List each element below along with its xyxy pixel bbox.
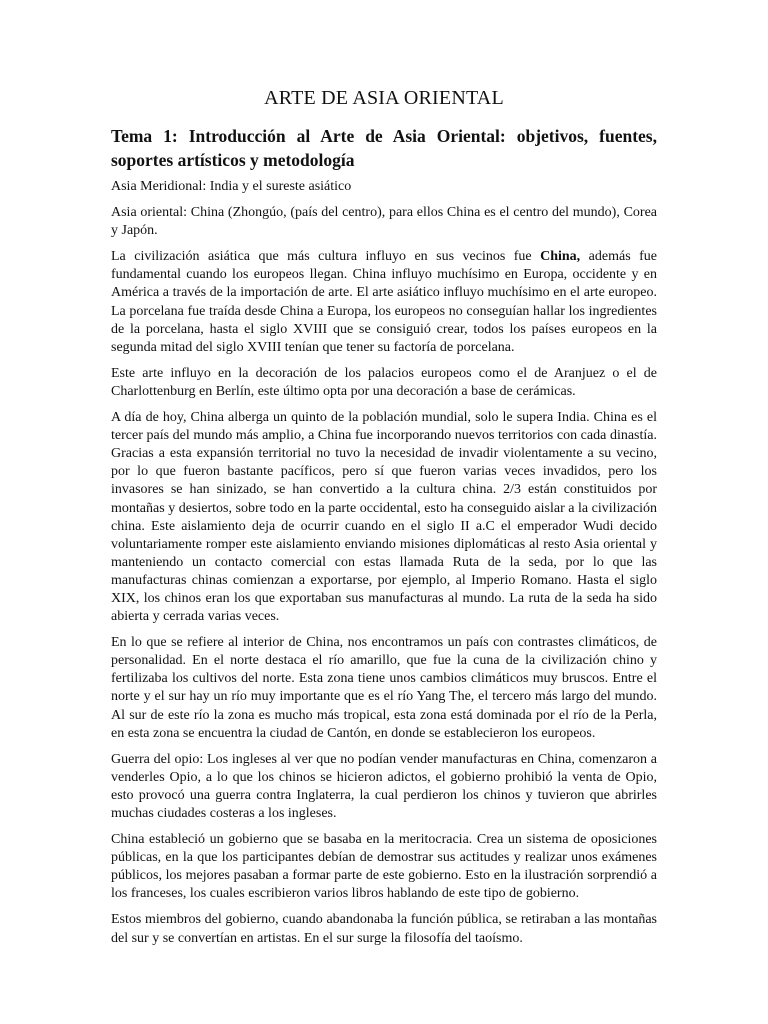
document-title: ARTE DE ASIA ORIENTAL [264,87,504,109]
paragraph-civilizacion-china [111,248,657,357]
paragraph-meritocracia: China estableció un gobierno que se basaba en la meritocracia. Crea un sistema de oposiciones públicas, en la que los participantes debían de demostrar sus actitudes y realizar unos exámenes públicos, los mejores pasaban a formar parte de este gobierno. Esto en la ilustración sorprendió a los franceses, los cuales escribieron varios libros hablando de este tipo de gobierno. [111,832,657,902]
paragraph-palacios-europeos: Este arte influyo en la decoración de los palacios europeos como el de Aranjuez o el de Charlottenburg en Berlín, este último opta por una decoración a base de cerámicas. [111,365,657,399]
paragraph-poblacion-china: A día de hoy, China alberga un quinto de la población mundial, solo le supera India. China es el tercer país del mundo más amplio, a China fue incorporando nuevos territorios con cada dinastía. Gracias a esta expansión territorial no tuvo la necesidad de invadir violentamente a su vecino, por lo que fueron bastante pacíficos, pero sí que fueron varias veces invadidos, pero los invasores se han sinizado, se han convertido a la cultura china. 2/3 están constituidos por montañas y desiertos, sobre todo en la parte occidental, esto ha conseguido aislar a la civilización china. Este aislamiento deja de ocurrir cuando en el siglo II a.C el emperador Wudi decido voluntariamente romper este aislamiento enviando misiones diplomáticas al resto Asia oriental y manteniendo un contacto comercial con estas llamada Ruta de la seda, por lo que las manufacturas chinas comienzan a exportarse, por ejemplo, al Imperio Romano. Hasta el siglo XIX, los chinos eran los que exportaban sus manufacturas al mundo. La ruta de la seda ha sido abierta y cerrada varias veces. [111,410,657,625]
paragraph-text: La civilización asiática que más cultura influyo en sus vecinos fue [111,249,541,265]
paragraph-guerra-opio: Guerra del opio: Los ingleses al ver que no podían vender manufacturas en China, comenzaron a venderles Opio, a lo que los chinos se hicieron adictos, el gobierno prohibió la venta de Opio, esto provocó una guerra contra Inglaterra, la cual perdieron los chinos y tuvieron que abrirles muchas ciudades costeras a los ingleses. [111,751,657,821]
paragraph-text: además fue fundamental cuando los europeos llegan. China influyo muchísimo en Europa, occidente y en América a través de la importación de arte. El arte asiático influyo muchísimo en el arte europeo. La porcelana fue traída desde China a Europa, los europeos no conseguían hallar los ingredientes de la porcelana, hasta el siglo XVIII que se consiguió crear, todos los países europeos en la segunda mitad del siglo XVIII tenían que tener su factoría de porcelana. [111,249,657,355]
paragraph-asia-oriental: Asia oriental: China (Zhongúo, (país del centro), para ellos China es el centro del mundo), Corea y Japón. [111,205,657,239]
document-subtitle: Tema 1: Introducción al Arte de Asia Oriental: objetivos, fuentes, soportes artísticos y metodología [111,126,657,170]
document-page [111,82,657,956]
bold-term-china: China, [540,249,581,265]
paragraph-interior-china: En lo que se refiere al interior de China, nos encontramos un país con contrastes climáticos, de personalidad. En el norte destaca el río amarillo, que fue la cuna de la civilización chino y fertilizaba los cultivos del norte. Esta zona tiene unos cambios climáticos muy bruscos. Entre el norte y el sur hay un río muy importante que es el río Yang The, el tercero más largo del mundo. Al sur de este río la zona es mucho más tropical, esta zona está dominada por el río de la Perla, en esta zona se encuentra la ciudad de Cantón, en donde se establecieron los europeos. [111,635,657,741]
paragraph-asia-meridional: Asia Meridional: India y el sureste asiático [111,179,352,194]
paragraph-taoismo: Estos miembros del gobierno, cuando abandonaba la función pública, se retiraban a las montañas del sur y se convertían en artistas. En el sur surge la filosofía del taoísmo. [111,912,657,946]
